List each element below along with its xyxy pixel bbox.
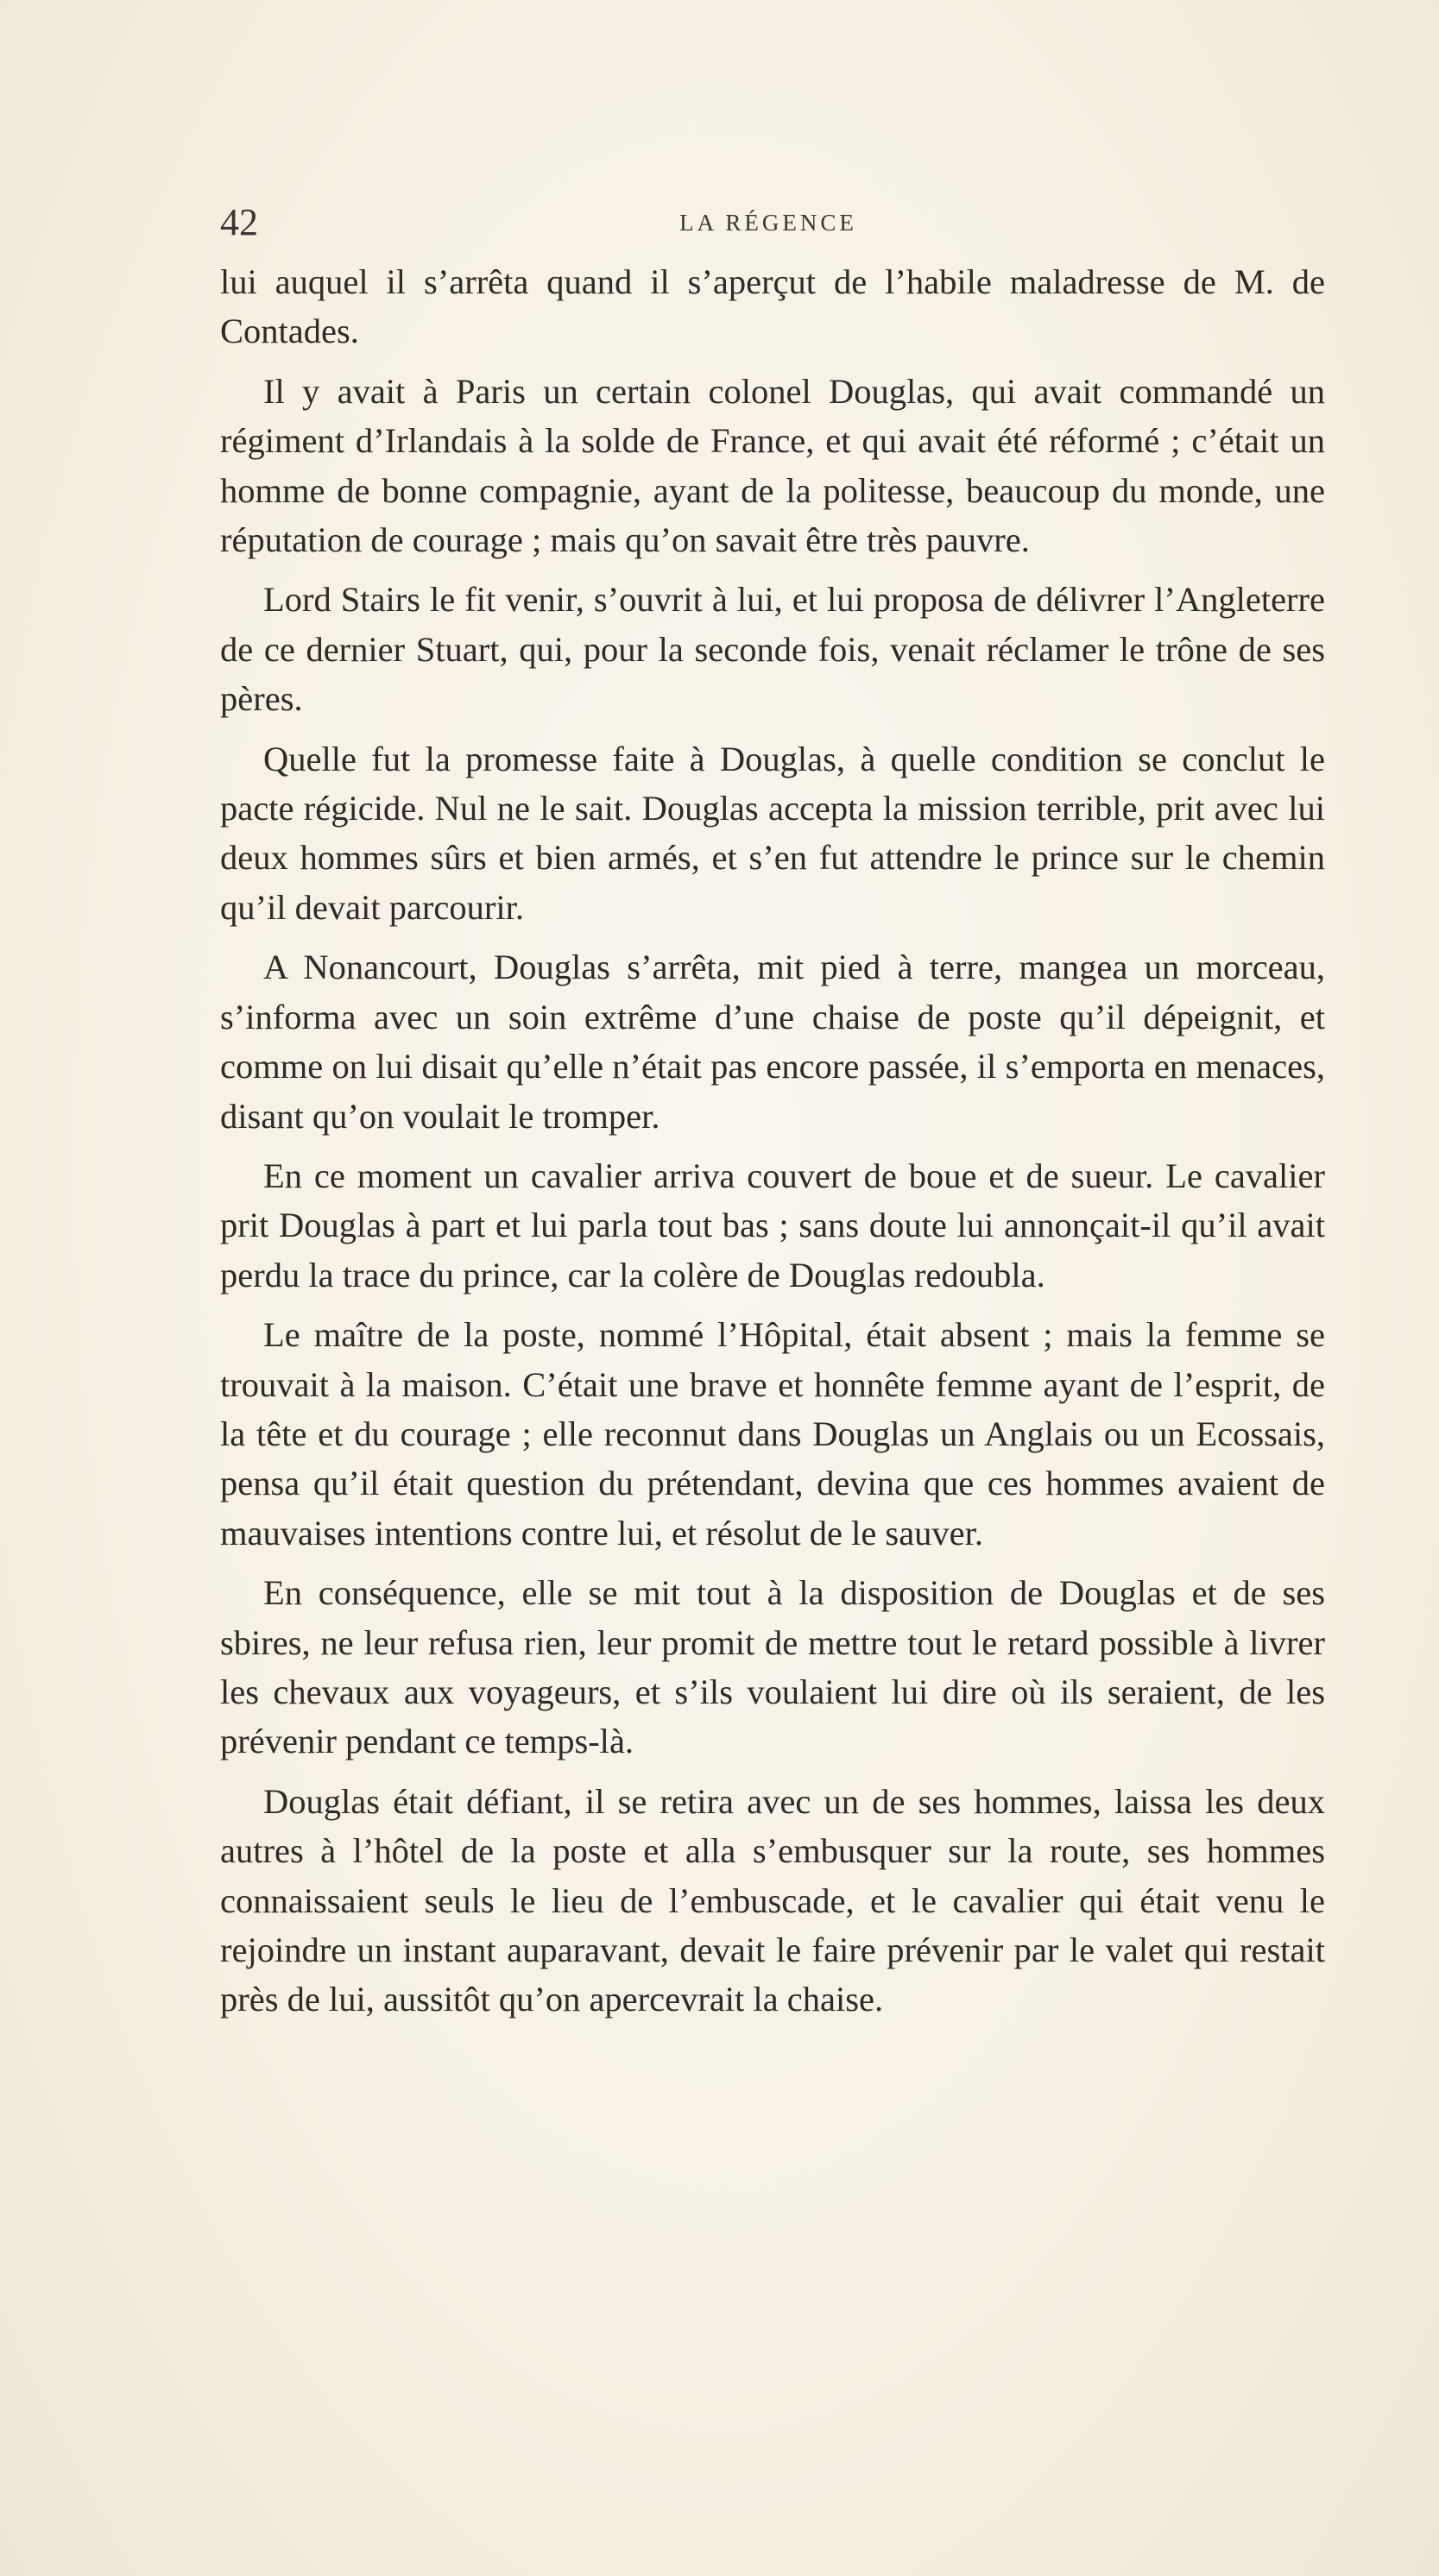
body-text — [220, 257, 1325, 2035]
running-title: LA RÉGENCE — [679, 210, 857, 236]
paragraph: En ce moment un cavalier arriva couvert de boue et de sueur. Le cavalier prit Douglas à part et lui parla tout bas ; sans doute lui annonçait-il qu’il avait perdu la trace du prince, car la colère de Douglas redoubla. — [220, 1156, 1325, 1294]
paragraph: lui auquel il s’arrêta quand il s’aperçut de l’habile maladresse de M. de Contades. — [220, 262, 1325, 351]
page-header — [220, 197, 1316, 249]
paragraph: Douglas était défiant, il se retira avec un de ses hommes, laissa les deux autres à l’hôtel de la poste et alla s’embusquer sur la route, ses hommes connaissaient seuls le lieu de l’embuscade, et le cavalier qui était venu le rejoindre un instant auparavant, devait le faire prévenir par le valet qui restait près de lui, aussitôt qu’on apercevrait la chaise. — [220, 1781, 1325, 2019]
paragraph: A Nonancourt, Douglas s’arrêta, mit pied à terre, mangea un morceau, s’informa avec un soin extrême d’une chaise de poste qu’il dépeignit, et comme on lui disait qu’elle n’était pas encore passée, il s’emporta en menaces, disant qu’on voulait le tromper. — [220, 948, 1325, 1136]
paragraph: Lord Stairs le fit venir, s’ouvrit à lui, et lui proposa de délivrer l’Angleterre de ce dernier Stuart, qui, pour la seconde fois, venait réclamer le trône de ses pères. — [220, 580, 1325, 719]
paragraph: Il y avait à Paris un certain colonel Douglas, qui avait commandé un régiment d’Irlandais à la solde de France, et qui avait été réformé ; c’était un homme de bonne compagnie, ayant de la politesse, beaucoup du monde, une réputation de courage ; mais qu’on savait être très pauvre. — [220, 371, 1325, 560]
page-number: 42 — [220, 201, 258, 243]
paragraph: Quelle fut la promesse faite à Douglas, à quelle condition se conclut le pacte régicide. Nul ne le sait. Douglas accepta la mission terrible, prit avec lui deux hommes sûrs et bien armés, et s’en fut attendre le prince sur le chemin qu’il devait parcourir. — [220, 739, 1325, 927]
paragraph: Le maître de la poste, nommé l’Hôpital, était absent ; mais la femme se trouvait à la maison. C’était une brave et honnête femme ayant de l’esprit, de la tête et du courage ; elle reconnut dans Douglas un Anglais ou un Ecossais, pensa qu’il était question du prétendant, devina que ces hommes avaient de mauvaises intentions contre lui, et résolut de le sauver. — [220, 1315, 1325, 1553]
paragraph: En conséquence, elle se mit tout à la disposition de Douglas et de ses sbires, ne leur refusa rien, leur promit de mettre tout le retard possible à livrer les chevaux aux voyageurs, et s’ils voulaient lui dire où ils seraient, de les prévenir pendant ce temps-là. — [220, 1573, 1325, 1761]
